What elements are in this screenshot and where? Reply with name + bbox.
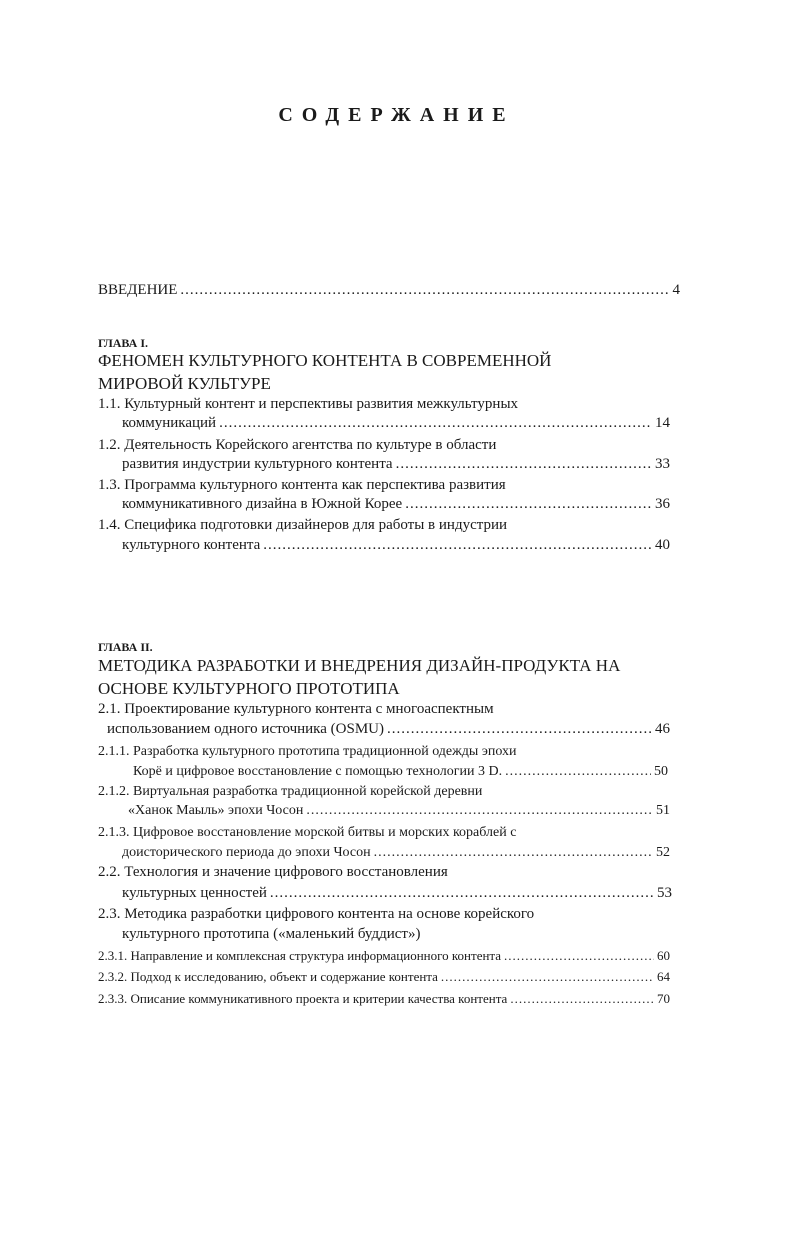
toc-entry-2-3-cont: культурного прототипа («маленький буддист») (122, 926, 421, 942)
toc-entry-page: 36 (655, 496, 670, 512)
toc-entry-2-1-3: 2.1.3. Цифровое восстановление морской битвы и морских кораблей с (98, 825, 517, 840)
dot-leader (180, 282, 669, 299)
dot-leader (510, 991, 654, 1007)
chapter-1-title-line1: ФЕНОМЕН КУЛЬТУРНОГО КОНТЕНТА В СОВРЕМЕННОЙ (98, 351, 552, 370)
chapter-1-title-line2: МИРОВОЙ КУЛЬТУРЕ (98, 374, 271, 393)
toc-entry-1-1-cont: коммуникаций ..... 14 (122, 415, 670, 432)
toc-entry-page: 51 (656, 803, 670, 818)
toc-entry-2-1-2: 2.1.2. Виртуальная разработка традиционной корейской деревни (98, 784, 483, 799)
toc-entry-page: 14 (655, 415, 670, 431)
toc-entry-page: 70 (657, 991, 670, 1006)
page-title: СОДЕРЖАНИЕ (278, 104, 515, 126)
toc-entry-label: ВВЕДЕНИЕ (98, 282, 178, 298)
toc-entry-page: 4 (672, 282, 680, 298)
toc-entry-1-3-cont: коммуникативного дизайна в Южной Корее ..... 36 (122, 496, 670, 513)
toc-entry-1-2-cont: развития индустрии культурного контента ..... 33 (122, 456, 670, 473)
toc-entry-1-4: 1.4. Специфика подготовки дизайнеров для работы в индустрии (98, 517, 508, 533)
toc-entry-page: 53 (657, 885, 672, 901)
toc-entry-2-1-1: 2.1.1. Разработка культурного прототипа традиционной одежды эпохи (98, 744, 517, 759)
toc-entry-page: 46 (655, 721, 670, 737)
toc-entry-1-3: 1.3. Программа культурного контента как перспектива развития (98, 477, 506, 493)
toc-entry-1-1: 1.1. Культурный контент и перспективы развития межкультурных (98, 396, 519, 412)
toc-entry-1-2: 1.2. Деятельность Корейского агентства по культуре в области (98, 437, 497, 453)
toc-entry-2-3-1: 2.3.1. Направление и комплексная структура информационного контента ..... 60 (98, 948, 670, 964)
dot-leader (396, 456, 652, 473)
toc-entry-page: 52 (656, 845, 670, 860)
toc-entry-intro (98, 282, 680, 299)
dot-leader (441, 969, 654, 985)
toc-entry-1-4-cont: культурного контента ..... 40 (122, 537, 670, 554)
chapter-1-label: ГЛАВА I. (98, 336, 149, 350)
toc-entry-2-1-cont: использованием одного источника (OSMU) ..... 46 (107, 721, 670, 738)
dot-leader (263, 537, 652, 554)
dot-leader (405, 496, 652, 513)
dot-leader (504, 948, 654, 964)
toc-entry-2-2: 2.2. Технология и значение цифрового восстановления (98, 864, 448, 880)
dot-leader (387, 721, 652, 738)
dot-leader (306, 803, 653, 819)
toc-entry-2-3-2: 2.3.2. Подход к исследованию, объект и содержание контента ..... 64 (98, 969, 670, 985)
dot-leader (505, 764, 651, 780)
toc-entry-page: 60 (657, 948, 670, 963)
toc-entry-2-3-3: 2.3.3. Описание коммуникативного проекта и критерии качества контента ..... 70 (98, 991, 670, 1007)
dot-leader (219, 415, 652, 432)
toc-entry-2-3: 2.3. Методика разработки цифрового контента на основе корейского (98, 906, 535, 922)
chapter-2-title-line2: ОСНОВЕ КУЛЬТУРНОГО ПРОТОТИПА (98, 679, 400, 698)
chapter-2-label: ГЛАВА II. (98, 640, 153, 654)
dot-leader (374, 845, 653, 861)
chapter-2-title-line1: МЕТОДИКА РАЗРАБОТКИ И ВНЕДРЕНИЯ ДИЗАЙН-ПРОДУКТА НА (98, 656, 621, 675)
toc-entry-2-1: 2.1. Проектирование культурного контента с многоаспектным (98, 701, 494, 717)
dot-leader (270, 885, 654, 902)
toc-entry-page: 40 (655, 537, 670, 553)
toc-entry-2-1-1-cont: Корё и цифровое восстановление с помощью технологии 3 D. ..... 50 (133, 764, 668, 780)
toc-entry-2-1-2-cont: «Ханок Маыль» эпохи Чосон ..... 51 (128, 803, 670, 819)
toc-entry-page: 33 (655, 456, 670, 472)
toc-entry-2-1-3-cont: доисторического периода до эпохи Чосон ..... 52 (122, 845, 670, 861)
toc-entry-page: 64 (657, 969, 670, 984)
toc-entry-page: 50 (654, 764, 668, 779)
toc-entry-2-2-cont: культурных ценностей ..... 53 (122, 885, 672, 902)
